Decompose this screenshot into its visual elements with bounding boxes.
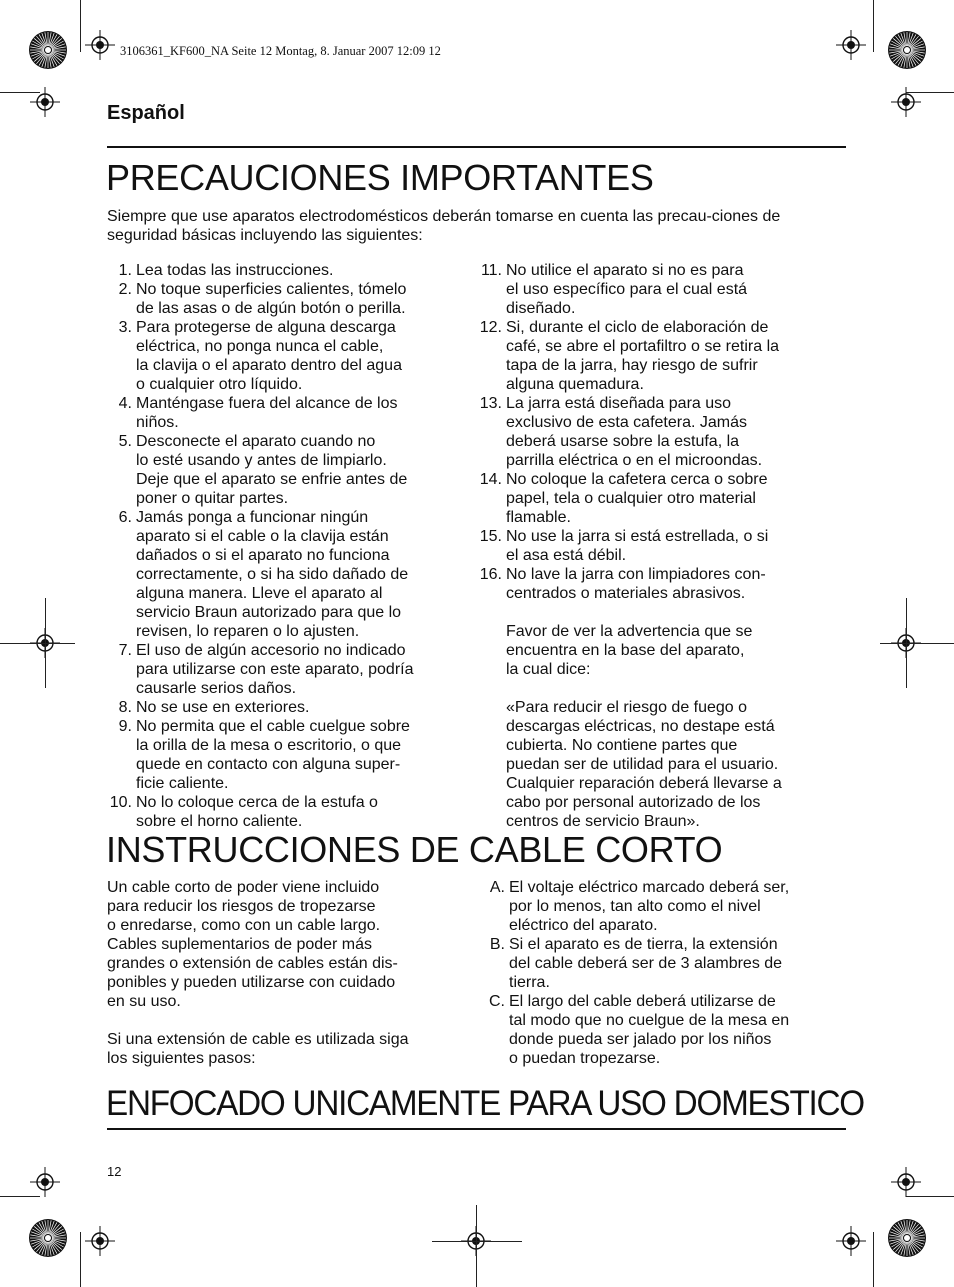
note-line: Favor de ver la advertencia que se xyxy=(506,623,753,640)
print-slug: 3106361_KF600_NA Seite 12 Montag, 8. Januar 2007 12:09 12 xyxy=(120,44,441,58)
list-item-line: revisen, lo reparen o lo ajusten. xyxy=(136,623,360,640)
list-item-line: Deje que el aparato se enfrie antes de xyxy=(136,471,408,488)
list-item-line: donde pueda ser jalado por los niños xyxy=(509,1031,772,1048)
list-item xyxy=(107,432,452,508)
warning-quote xyxy=(506,698,822,831)
precautions-list-right xyxy=(477,261,822,831)
list-item-line: La jarra está diseñada para uso xyxy=(506,395,732,412)
list-item-line: papel, tela o cualquier otro material xyxy=(506,490,756,507)
list-item-line: alguna quemadura. xyxy=(506,376,644,393)
list-item xyxy=(107,261,452,280)
list-item-line: Manténgase fuera del alcance de los xyxy=(136,395,398,412)
list-item xyxy=(107,641,452,698)
paragraph-line: Si una extensión de cable es utilizada siga xyxy=(107,1031,409,1048)
precautions-list-left xyxy=(107,261,452,831)
list-item-number: 9. xyxy=(118,718,132,735)
list-item-line: diseñado. xyxy=(506,300,576,317)
list-item-line: tapa de la jarra, hay riesgo de sufrir xyxy=(506,357,758,374)
list-item xyxy=(107,698,452,717)
list-item xyxy=(107,793,452,831)
starburst-mark-icon xyxy=(28,30,68,70)
starburst-mark-icon xyxy=(28,1218,68,1258)
note-line: la cual dice: xyxy=(506,661,591,678)
starburst-mark-icon xyxy=(887,1218,927,1258)
registration-mark-icon xyxy=(891,87,921,117)
list-item-line: No lo coloque cerca de la estufa o xyxy=(136,794,378,811)
list-item xyxy=(477,394,822,470)
list-item-number: 3. xyxy=(118,319,132,336)
paragraph-line: en su uso. xyxy=(107,993,181,1010)
list-item-line: parrilla eléctrica o en el microondas. xyxy=(506,452,763,469)
list-item xyxy=(107,394,452,432)
list-item xyxy=(107,717,452,793)
list-item-line: servicio Braun autorizado para que lo xyxy=(136,604,402,621)
list-item-line: aparato si el cable o la clavija están xyxy=(136,528,389,545)
list-item-line: la clavija o el aparato dentro del agua xyxy=(136,357,402,374)
list-item-line: No lave la jarra con limpiadores con- xyxy=(506,566,766,583)
list-item xyxy=(107,508,452,641)
list-item-line: Jamás ponga a funcionar ningún xyxy=(136,509,369,526)
cable-paragraph-2 xyxy=(107,1030,452,1068)
list-item-line: o cualquier otro líquido. xyxy=(136,376,303,393)
list-item xyxy=(477,318,822,394)
cable-paragraph-1 xyxy=(107,878,452,1011)
section-title-cable-corto: INSTRUCCIONES DE CABLE CORTO xyxy=(106,829,723,870)
list-item-number: A. xyxy=(489,879,505,896)
list-item-line: alguna manera. Lleve el aparato al xyxy=(136,585,383,602)
list-item-number: 6. xyxy=(118,509,132,526)
intro-paragraph: Siempre que use aparatos electrodomésticos deberán tomarse en cuenta las precau-ciones de seguridad básicas incluyendo las siguientes: xyxy=(107,208,781,244)
list-item-line: Desconecte el aparato cuando no xyxy=(136,433,376,450)
warning-note xyxy=(506,622,822,679)
list-item-line: lo esté usando y antes de limpiarlo. xyxy=(136,452,387,469)
list-item-line: el asa está débil. xyxy=(506,547,627,564)
language-label: Español xyxy=(107,102,185,124)
quote-line: puedan ser de utilidad para el usuario. xyxy=(506,756,779,773)
cable-steps-list xyxy=(480,878,825,1068)
list-item xyxy=(477,565,822,603)
crop-line xyxy=(0,643,75,644)
list-item-line: tal modo que no cuelgue de la mesa en xyxy=(509,1012,790,1029)
list-item-line: por lo menos, tan alto como el nivel xyxy=(509,898,761,915)
list-item-line: sobre el horno caliente. xyxy=(136,813,303,830)
list-item-line: niños. xyxy=(136,414,179,431)
note-line: encuentra en la base del aparato, xyxy=(506,642,745,659)
list-item-number: 13. xyxy=(479,395,502,412)
list-item-line: correctamente, o si ha sido dañado de xyxy=(136,566,409,583)
list-item-line: Si el aparato es de tierra, la extensión xyxy=(509,936,778,953)
list-item xyxy=(480,935,825,992)
list-item-line: Lea todas las instrucciones. xyxy=(136,262,334,279)
crop-line xyxy=(80,1232,81,1287)
paragraph-line: para reducir los riesgos de tropezarse xyxy=(107,898,376,915)
list-item xyxy=(477,527,822,565)
crop-line xyxy=(80,0,81,52)
paragraph-line: ponibles y pueden utilizarse con cuidado xyxy=(107,974,396,991)
list-item-line: No use la jarra si está estrellada, o si xyxy=(506,528,769,545)
list-item-line: café, se abre el portafiltro o se retira la xyxy=(506,338,780,355)
list-item-line: centrados o materiales abrasivos. xyxy=(506,585,746,602)
list-item-number: 10. xyxy=(109,794,132,811)
quote-line: Cualquier reparación deberá llevarse a xyxy=(506,775,782,792)
list-item-line: o puedan tropezarse. xyxy=(509,1050,661,1067)
registration-mark-icon xyxy=(30,1167,60,1197)
list-item-line: dañados o si el aparato no funciona xyxy=(136,547,390,564)
list-item-line: El uso de algún accesorio no indicado xyxy=(136,642,406,659)
list-item-line: poner o quitar partes. xyxy=(136,490,289,507)
list-item-number: 12. xyxy=(479,319,502,336)
list-item-line: El largo del cable deberá utilizarse de xyxy=(509,993,776,1010)
list-item-line: el uso específico para el cual está xyxy=(506,281,748,298)
list-item-line: No toque superficies calientes, tómelo xyxy=(136,281,407,298)
list-item-line: Para protegerse de alguna descarga xyxy=(136,319,396,336)
list-item-number: 5. xyxy=(118,433,132,450)
section-title-precauciones: PRECAUCIONES IMPORTANTES xyxy=(106,157,654,198)
paragraph-line: o enredarse, como con un cable largo. xyxy=(107,917,381,934)
crop-line xyxy=(873,1232,874,1287)
registration-mark-icon xyxy=(85,30,115,60)
crop-line xyxy=(873,0,874,52)
paragraph-line: grandes o extensión de cables están dis- xyxy=(107,955,398,972)
crop-line xyxy=(906,598,907,688)
list-item-number: 7. xyxy=(118,642,132,659)
list-item-line: para utilizarse con este aparato, podría xyxy=(136,661,414,678)
list-item xyxy=(477,470,822,527)
top-divider xyxy=(107,146,846,148)
crop-line xyxy=(432,1241,522,1242)
quote-line: centros de servicio Braun». xyxy=(506,813,700,830)
registration-mark-icon xyxy=(836,30,866,60)
list-item-line: exclusivo de esta cafetera. Jamás xyxy=(506,414,748,431)
page-number: 12 xyxy=(107,1164,122,1179)
registration-mark-icon xyxy=(891,1167,921,1197)
section-title-uso-domestico: ENFOCADO UNICAMENTE PARA USO DOMESTICO xyxy=(106,1084,864,1123)
list-item-line: del cable deberá ser de 3 alambres de xyxy=(509,955,783,972)
registration-mark-icon xyxy=(836,1226,866,1256)
registration-mark-icon xyxy=(30,87,60,117)
list-item-number: 1. xyxy=(118,262,132,279)
list-item-number: B. xyxy=(489,936,505,953)
paragraph-line: Cables suplementarios de poder más xyxy=(107,936,373,953)
paragraph-line: los siguientes pasos: xyxy=(107,1050,256,1067)
list-item-line: ficie caliente. xyxy=(136,775,229,792)
list-item-line: No se use en exteriores. xyxy=(136,699,310,716)
list-item-line: de las asas o de algún botón o perilla. xyxy=(136,300,406,317)
list-item xyxy=(480,992,825,1068)
starburst-mark-icon xyxy=(887,30,927,70)
list-item-line: Si, durante el ciclo de elaboración de xyxy=(506,319,769,336)
bottom-divider xyxy=(107,1128,846,1130)
list-item-line: la orilla de la mesa o escritorio, o que xyxy=(136,737,402,754)
list-item-line: tierra. xyxy=(509,974,550,991)
list-item xyxy=(107,318,452,394)
quote-line: descargas eléctricas, no destape está xyxy=(506,718,775,735)
quote-line: cubierta. No contiene partes que xyxy=(506,737,738,754)
crop-line xyxy=(880,643,954,644)
list-item-line: eléctrico del aparato. xyxy=(509,917,658,934)
list-item xyxy=(107,280,452,318)
list-item xyxy=(477,261,822,318)
list-item-line: causarle serios daños. xyxy=(136,680,297,697)
registration-mark-icon xyxy=(85,1226,115,1256)
crop-line xyxy=(45,598,46,688)
list-item-number: 8. xyxy=(118,699,132,716)
paragraph-line: Un cable corto de poder viene incluido xyxy=(107,879,380,896)
list-item-line: No coloque la cafetera cerca o sobre xyxy=(506,471,768,488)
list-item-line: eléctrica, no ponga nunca el cable, xyxy=(136,338,384,355)
list-item-line: deberá usarse sobre la estufa, la xyxy=(506,433,740,450)
list-item-line: El voltaje eléctrico marcado deberá ser, xyxy=(509,879,790,896)
list-item-number: 14. xyxy=(479,471,502,488)
list-item-line: No permita que el cable cuelgue sobre xyxy=(136,718,410,735)
quote-line: cabo por personal autorizado de los xyxy=(506,794,761,811)
crop-line xyxy=(476,1205,477,1287)
list-item-line: No utilice el aparato si no es para xyxy=(506,262,744,279)
list-item-number: 2. xyxy=(118,281,132,298)
list-item-number: 15. xyxy=(479,528,502,545)
list-item-number: 11. xyxy=(480,262,502,279)
list-item-number: 4. xyxy=(118,395,132,412)
list-item xyxy=(480,878,825,935)
list-item-number: C. xyxy=(489,993,505,1010)
list-item-number: 16. xyxy=(479,566,502,583)
quote-line: «Para reducir el riesgo de fuego o xyxy=(506,699,748,716)
cable-paragraphs xyxy=(107,878,452,1068)
list-item-line: flamable. xyxy=(506,509,571,526)
list-item-line: quede en contacto con alguna super- xyxy=(136,756,401,773)
